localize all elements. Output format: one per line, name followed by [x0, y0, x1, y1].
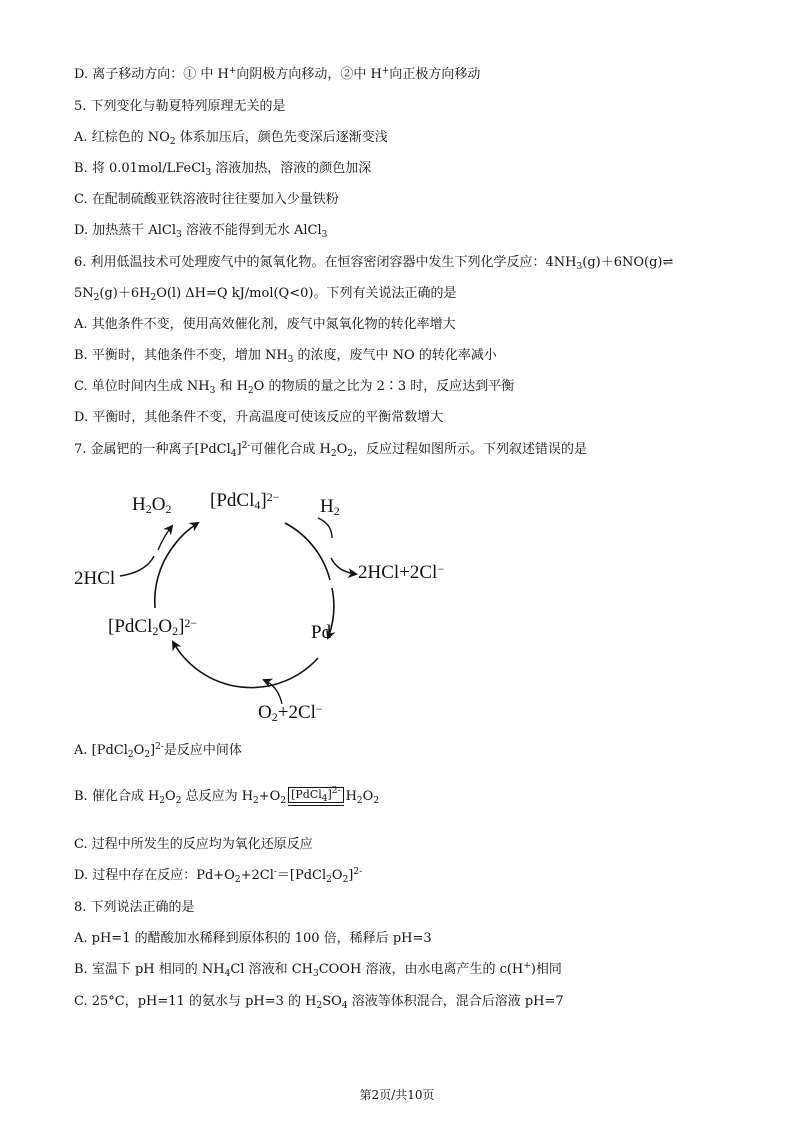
hcl-out-arrow: [331, 558, 356, 574]
question-5-stem: 5. 下列变化与勒夏特列原理无关的是: [74, 99, 286, 114]
arc-left: [155, 548, 172, 608]
label-o2-cl: $O_2+2Cl^-$: [258, 702, 323, 724]
question-5-option-d: D. 加热蒸干 AlCl$_3$ 溶液不能得到无水 AlCl$_3$: [74, 223, 328, 240]
label-pdcl4: [PdCl$_4$]$^{2-}$: [210, 490, 280, 512]
question-6-stem-cont: $5N_2(g)+6H_2O(l)$ ΔH=Q kJ/mol(Q<0)。下列有关说法正确的是: [74, 286, 457, 303]
label-h2o2: $H_2O_2$: [132, 494, 172, 516]
arc-bottom: [173, 642, 318, 688]
question-7-option-a: A. $[PdCl_2O_2]^{2-}$是反应中间体: [74, 742, 242, 760]
h2o2-out-arrow: [158, 526, 172, 550]
label-pdcl2o2: $[PdCl_2O_2]^{2-}$: [108, 616, 198, 638]
catalyst-over-arrow: [PdCl$_4$]$^{2-}$: [288, 787, 343, 806]
arc-top-right: [285, 523, 330, 580]
arc-left-top: [172, 523, 198, 548]
question-6-option-b: B. 平衡时，其他条件不变，增加 $NH_3$ 的浓度，废气中 NO 的转化率减小: [74, 348, 497, 365]
question-7-stem: 7. 金属钯的一种离子[PdCl$_4$]$^{2-}$可催化合成 $H_2O_2$，反应过程如图所示。下列叙述错误的是: [74, 441, 588, 459]
question-6-stem: 6. 利用低温技术可处理废气中的氮氧化物。在恒容密闭容器中发生下列化学反应：$4NH_3(g)+6NO(g)\rightleftharpoons$: [74, 255, 674, 272]
label-hcl-out: 2HCl+2Cl−: [358, 562, 445, 583]
question-8-option-b: B. 室温下 pH 相同的 $NH_4Cl$ 溶液和 $CH_3COOH$ 溶液，由水电离产生的 c(H+)相同: [74, 961, 562, 979]
label-hcl-in: 2HCl: [74, 568, 116, 589]
question-7-option-b: B. 催化合成 $H_2O_2$ 总反应为 $H_2+O_2$ [PdCl$_4$]$^{2-}$ $H_2O_2$: [74, 786, 380, 806]
question-6-option-c: C. 单位时间内生成 $NH_3$ 和 $H_2O$ 的物质的量之比为 2∶3 时，反应达到平衡: [74, 379, 515, 396]
hcl-in-arrow: [120, 556, 154, 576]
question-8-option-c: C. 25°C，pH=11 的氨水与 pH=3 的 $H_2SO_4$ 溶液等体积混合，混合后溶液 pH=7: [74, 994, 564, 1011]
cycle-svg: [60, 480, 480, 730]
label-pd: Pd: [311, 622, 332, 643]
h2-in-arrow: [318, 518, 332, 538]
question-6-option-d: D. 平衡时，其他条件不变，升高温度可使该反应的平衡常数增大: [74, 410, 444, 425]
option-d-ion-migration: D. 离子移动方向：① 中 H+向阴极方向移动，②中 H+向正极方向移动: [74, 66, 481, 82]
label-h2: $H_2$: [320, 496, 340, 518]
question-5-option-c: C. 在配制硫酸亚铁溶液时往往要加入少量铁粉: [74, 192, 339, 207]
catalytic-cycle-diagram: [60, 480, 480, 730]
question-5-option-b: B. 将 0.01mol/LFeCl$_3$ 溶液加热，溶液的颜色加深: [74, 161, 372, 178]
question-7-option-d: D. 过程中存在反应：$Pd+O_2+2Cl^-=[PdCl_2O_2]^{2-}$: [74, 867, 363, 885]
question-7-option-c: C. 过程中所发生的反应均为氧化还原反应: [74, 837, 313, 852]
question-5-option-a: A. 红棕色的 $NO_2$ 体系加压后，颜色先变深后逐渐变浅: [74, 130, 388, 147]
page-footer: 第2页/共10页: [359, 1088, 435, 1102]
question-6-option-a: A. 其他条件不变，使用高效催化剂，废气中氮氧化物的转化率增大: [74, 317, 456, 332]
question-8-stem: 8. 下列说法正确的是: [74, 900, 195, 915]
question-8-option-a: A. pH=1 的醋酸加水稀释到原体积的 100 倍，稀释后 pH=3: [74, 931, 432, 946]
